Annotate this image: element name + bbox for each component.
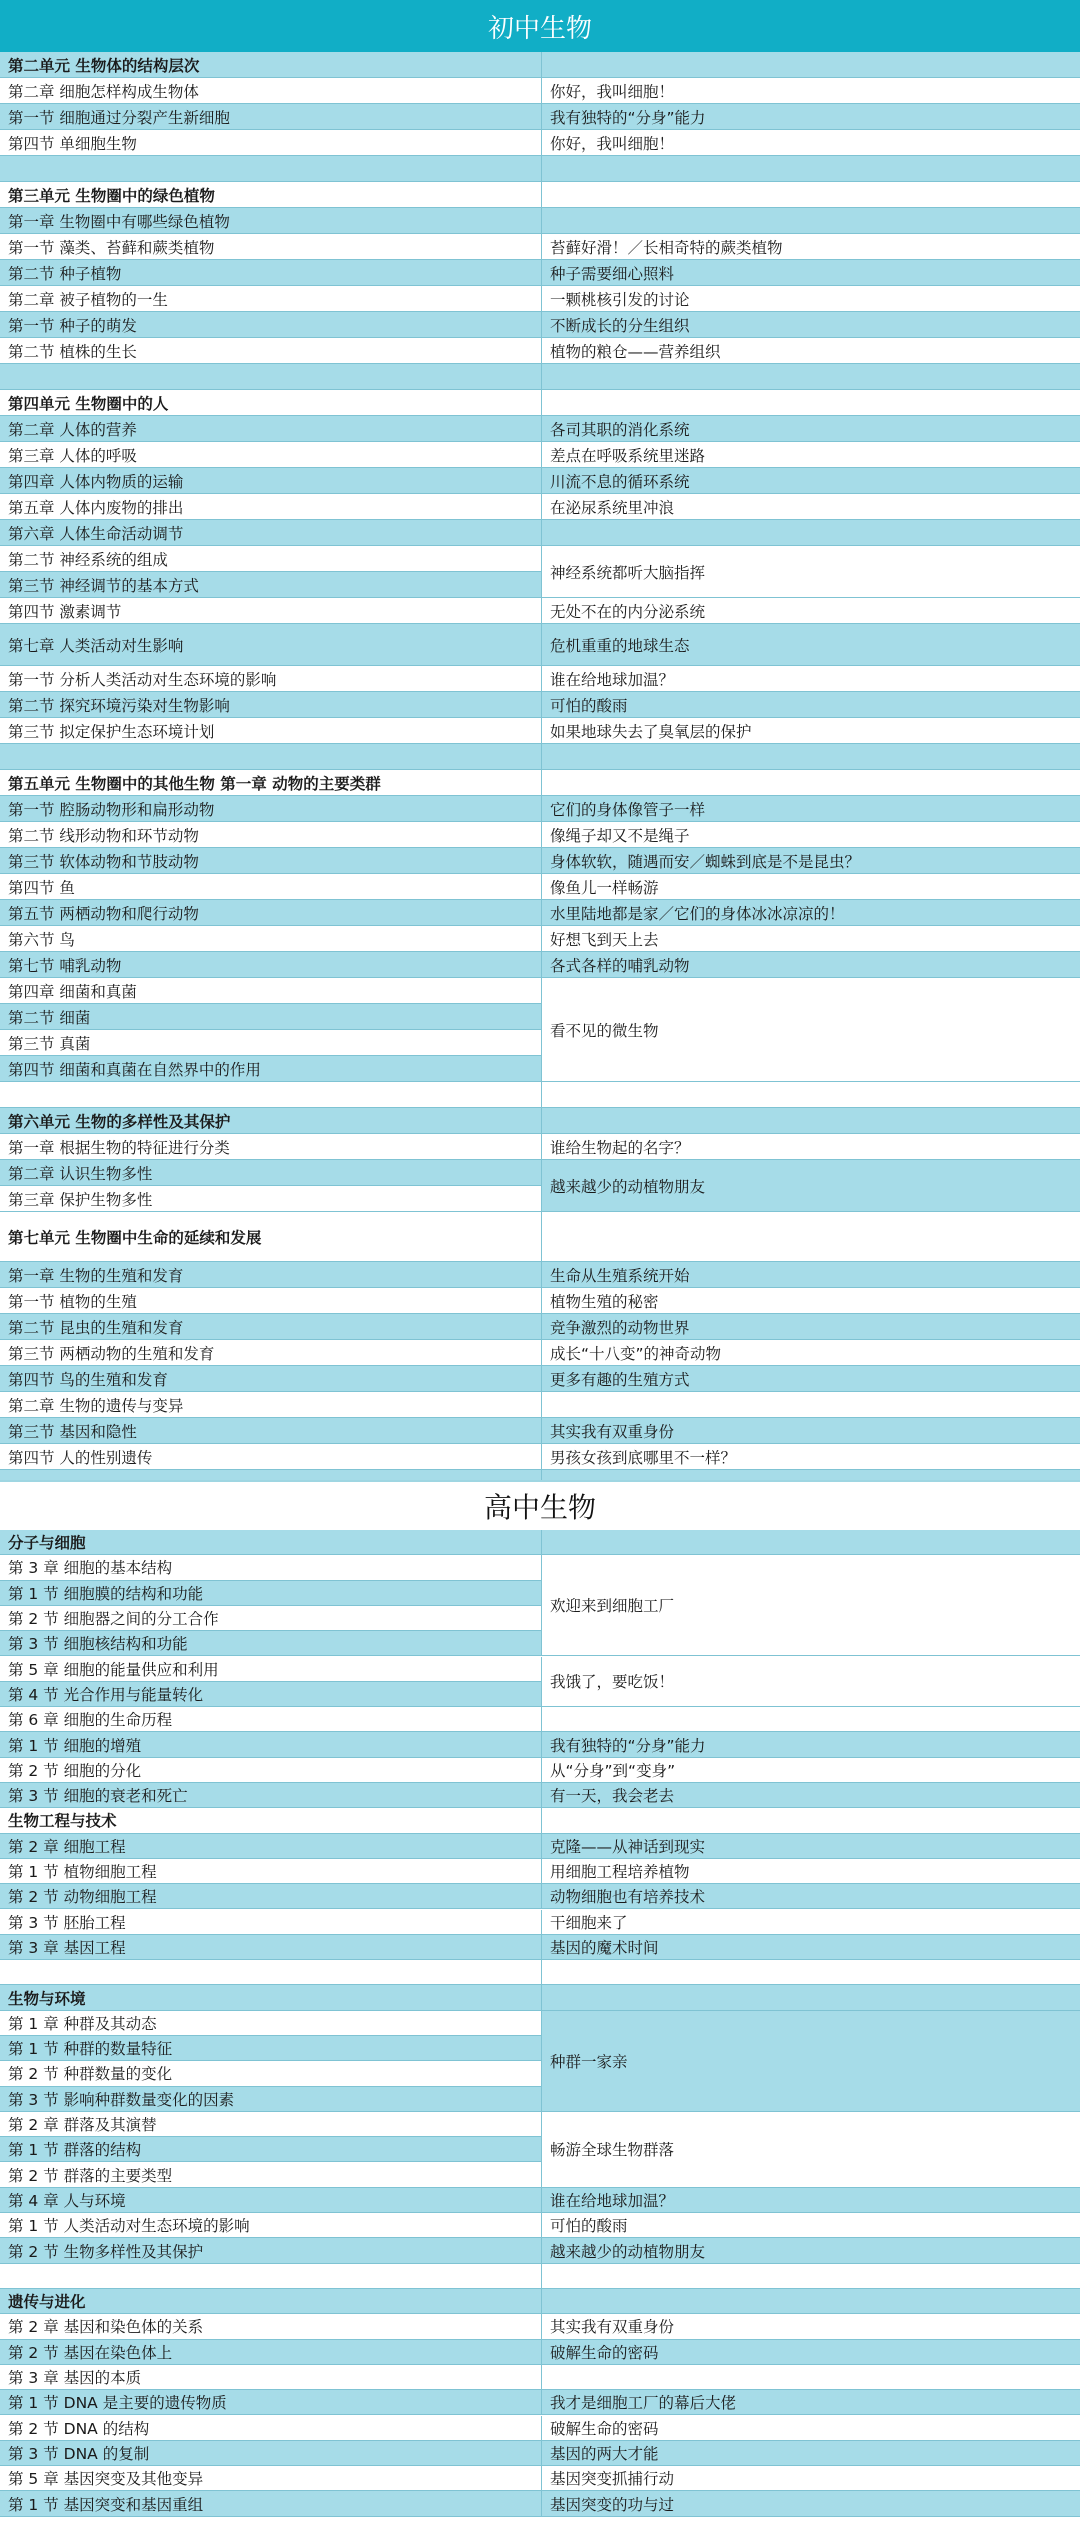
- junior-topic-cell: 竞争激烈的动物世界: [541, 1314, 1080, 1339]
- junior-chapter-cell: 第二节 神经系统的组成: [8, 550, 168, 569]
- junior-topic-cell: 川流不息的循环系统: [541, 468, 1080, 493]
- junior-biology-title: 初中生物: [0, 0, 1080, 52]
- junior-chapter-cell: 第二节 植株的生长: [8, 342, 137, 361]
- junior-table-row: [0, 468, 1080, 494]
- senior-chapter-cell: 第 1 节 细胞膜的结构和功能: [8, 1584, 204, 1603]
- senior-table-row: [0, 1808, 1080, 1833]
- junior-topic-cell: 你好，我叫细胞！: [541, 78, 1080, 103]
- senior-topic-cell: 基因的魔术时间: [541, 1935, 1080, 1959]
- junior-chapter-cell: 第二节 细菌: [8, 1008, 91, 1027]
- junior-merged-topic-cell: 越来越少的动植物朋友: [541, 1160, 1080, 1212]
- senior-merged-topic-cell: 畅游全球生物群落: [541, 2112, 1080, 2188]
- junior-topic-cell: [541, 182, 1080, 207]
- junior-topic-cell: 它们的身体像管子一样: [541, 796, 1080, 821]
- junior-topic-cell: 苔藓好滑！／长相奇特的蕨类植物: [541, 234, 1080, 259]
- junior-chapter-cell: 第四节 鱼: [8, 878, 75, 897]
- junior-table-row: [0, 692, 1080, 718]
- junior-chapter-cell: [0, 1082, 541, 1107]
- junior-topic-cell: [541, 744, 1080, 769]
- junior-topic-cell: 无处不在的内分泌系统: [541, 598, 1080, 623]
- junior-topic-cell: 如果地球失去了臭氧层的保护: [541, 718, 1080, 743]
- senior-chapter-cell: 第 1 章 种群及其动态: [8, 2014, 157, 2033]
- junior-table-row: [0, 1314, 1080, 1340]
- senior-chapter-cell: 第 5 章 基因突变及其他变异: [8, 2470, 204, 2489]
- senior-chapter-cell: 第 2 章 细胞工程: [8, 1837, 126, 1856]
- senior-topic-cell: [541, 1530, 1080, 1554]
- senior-topic-cell: 干细胞来了: [541, 1910, 1080, 1934]
- junior-table-row: [0, 744, 1080, 770]
- senior-chapter-cell: [0, 1960, 541, 1984]
- junior-table-row: [0, 1082, 1080, 1108]
- junior-topic-cell: 可怕的酸雨: [541, 692, 1080, 717]
- senior-topic-cell: [541, 1960, 1080, 1984]
- senior-table-row: [0, 1884, 1080, 1909]
- junior-chapter-cell: 第七节 哺乳动物: [8, 956, 122, 975]
- junior-chapter-cell: 第四章 细菌和真菌: [8, 982, 137, 1001]
- junior-topic-cell: 好想飞到天上去: [541, 926, 1080, 951]
- senior-biology-title: 高中生物: [0, 1480, 1080, 1530]
- senior-topic-cell: 动物细胞也有培养技术: [541, 1884, 1080, 1908]
- senior-topic-cell: 克隆——从神话到现实: [541, 1834, 1080, 1858]
- senior-topic-cell: [541, 1985, 1080, 2009]
- senior-chapter-cell: 第 2 节 生物多样性及其保护: [8, 2242, 204, 2261]
- senior-chapter-cell: 第 2 节 种群数量的变化: [8, 2065, 173, 2084]
- junior-chapter-cell: 第一节 细胞通过分裂产生新细胞: [8, 108, 230, 127]
- senior-topic-cell: 破解生命的密码: [541, 2416, 1080, 2440]
- senior-table-row: [0, 1985, 1080, 2010]
- junior-topic-cell: 一颗桃核引发的讨论: [541, 286, 1080, 311]
- junior-chapter-cell: 第三节 真菌: [8, 1034, 91, 1053]
- junior-table-row: [0, 234, 1080, 260]
- junior-chapter-cell: [0, 364, 541, 389]
- senior-merged-topic-cell: 我饿了，要吃饭！: [541, 1657, 1080, 1708]
- junior-topic-cell: 差点在呼吸系统里迷路: [541, 442, 1080, 467]
- junior-table-row: [0, 130, 1080, 156]
- junior-chapter-cell: 第三节 神经调节的基本方式: [8, 576, 199, 595]
- junior-topic-cell: [541, 390, 1080, 415]
- junior-table-row: [0, 416, 1080, 442]
- junior-table-row: [0, 494, 1080, 520]
- senior-table-row: [0, 1859, 1080, 1884]
- senior-chapter-cell: 第 3 节 细胞核结构和功能: [8, 1635, 188, 1654]
- senior-chapter-cell: 第 1 节 DNA 是主要的遗传物质: [8, 2394, 227, 2413]
- junior-table-row: [0, 598, 1080, 624]
- senior-chapter-cell: 第 3 节 胚胎工程: [8, 1913, 126, 1932]
- senior-table-row: [0, 2390, 1080, 2415]
- senior-table-row: [0, 2213, 1080, 2238]
- senior-unit-heading: 分子与细胞: [8, 1534, 86, 1553]
- senior-topic-cell: [541, 1808, 1080, 1832]
- senior-table-row: [0, 2491, 1080, 2516]
- senior-table-row: [0, 1935, 1080, 1960]
- junior-table-row: [0, 1444, 1080, 1470]
- junior-table-row: [0, 104, 1080, 130]
- senior-chapter-cell: 第 3 章 基因的本质: [8, 2369, 142, 2388]
- junior-chapter-cell: 第二章 认识生物多性: [8, 1164, 153, 1183]
- junior-table-row: [0, 390, 1080, 416]
- senior-chapter-cell: 第 1 节 基因突变和基因重组: [8, 2495, 204, 2514]
- junior-chapter-cell: 第四节 单细胞生物: [8, 134, 137, 153]
- senior-chapter-cell: 第 4 章 人与环境: [8, 2191, 126, 2210]
- junior-topic-cell: 在泌尿系统里冲浪: [541, 494, 1080, 519]
- junior-chapter-cell: 第二节 探究环境污染对生物影响: [8, 696, 230, 715]
- senior-topic-cell: [541, 2289, 1080, 2313]
- junior-topic-cell: 身体软软，随遇而安／蜘蛛到底是不是昆虫？: [541, 848, 1080, 873]
- junior-topic-cell: 生命从生殖系统开始: [541, 1262, 1080, 1287]
- senior-table-row: [0, 2289, 1080, 2314]
- junior-topic-cell: 种子需要细心照料: [541, 260, 1080, 285]
- junior-chapter-cell: 第四章 人体内物质的运输: [8, 472, 184, 491]
- senior-table-row: [0, 1834, 1080, 1859]
- junior-table-row: [0, 520, 1080, 546]
- junior-table-row: [0, 718, 1080, 744]
- senior-table-row: [0, 1910, 1080, 1935]
- junior-topic-cell: 你好，我叫细胞！: [541, 130, 1080, 155]
- junior-topic-cell: 植物生殖的秘密: [541, 1288, 1080, 1313]
- junior-chapter-cell: 第二章 人体的营养: [8, 420, 137, 439]
- junior-merged-topic-cell: 神经系统都听大脑指挥: [541, 546, 1080, 598]
- junior-table-row: [0, 822, 1080, 848]
- junior-chapter-cell: 第二章 被子植物的一生: [8, 290, 168, 309]
- senior-topic-cell: 谁在给地球加温？: [541, 2188, 1080, 2212]
- junior-table-row: [0, 1340, 1080, 1366]
- junior-topic-cell: [541, 52, 1080, 77]
- senior-unit-heading: 遗传与进化: [8, 2293, 86, 2312]
- senior-chapter-cell: 第 2 节 基因在染色体上: [8, 2343, 173, 2362]
- junior-unit-heading: 第四单元 生物圈中的人: [8, 394, 169, 413]
- junior-unit-heading: 第七单元 生物圈中生命的延续和发展: [8, 1228, 262, 1247]
- junior-chapter-cell: 第二节 种子植物: [8, 264, 122, 283]
- senior-topic-cell: [541, 1707, 1080, 1731]
- junior-topic-cell: [541, 364, 1080, 389]
- senior-chapter-cell: [0, 2264, 541, 2288]
- junior-topic-cell: 我有独特的“分身”能力: [541, 104, 1080, 129]
- junior-chapter-cell: 第七章 人类活动对生影响: [8, 636, 184, 655]
- senior-chapter-cell: 第 2 节 DNA 的结构: [8, 2419, 150, 2438]
- senior-chapter-cell: 第 1 节 种群的数量特征: [8, 2040, 173, 2059]
- junior-chapter-cell: 第三节 基因和隐性: [8, 1422, 137, 1441]
- junior-topic-cell: 各司其职的消化系统: [541, 416, 1080, 441]
- junior-topic-cell: 不断成长的分生组织: [541, 312, 1080, 337]
- junior-chapter-cell: 第二章 生物的遗传与变异: [8, 1396, 184, 1415]
- junior-table-row: [0, 1366, 1080, 1392]
- senior-chapter-cell: 第 3 章 细胞的基本结构: [8, 1559, 173, 1578]
- junior-topic-cell: 危机重重的地球生态: [541, 624, 1080, 665]
- junior-chapter-cell: 第一章 根据生物的特征进行分类: [8, 1138, 230, 1157]
- senior-topic-cell: 我才是细胞工厂的幕后大佬: [541, 2390, 1080, 2414]
- junior-table-row: [0, 182, 1080, 208]
- junior-merged-topic-cell: 看不见的微生物: [541, 978, 1080, 1082]
- junior-topic-cell: 更多有趣的生殖方式: [541, 1366, 1080, 1391]
- senior-table-row: [0, 2238, 1080, 2263]
- junior-topic-cell: 男孩女孩到底哪里不一样？: [541, 1444, 1080, 1469]
- senior-chapter-cell: 第 3 节 DNA 的复制: [8, 2444, 150, 2463]
- junior-chapter-cell: 第二节 线形动物和环节动物: [8, 826, 199, 845]
- junior-chapter-cell: 第一节 腔肠动物形和扁形动物: [8, 800, 215, 819]
- junior-table-row: [0, 1288, 1080, 1314]
- junior-table-row: [0, 796, 1080, 822]
- junior-table-row: [0, 1418, 1080, 1444]
- junior-table-row: [0, 624, 1080, 666]
- junior-chapter-cell: [0, 744, 541, 769]
- senior-chapter-cell: 第 2 节 动物细胞工程: [8, 1888, 157, 1907]
- senior-chapter-cell: 第 2 章 群落及其演替: [8, 2116, 157, 2135]
- junior-table-row: [0, 770, 1080, 796]
- junior-table-row: [0, 1262, 1080, 1288]
- senior-chapter-cell: 第 2 节 细胞器之间的分工合作: [8, 1610, 219, 1629]
- junior-chapter-cell: 第一节 藻类、苔藓和蕨类植物: [8, 238, 215, 257]
- senior-chapter-cell: 第 1 节 植物细胞工程: [8, 1863, 157, 1882]
- junior-chapter-cell: 第三节 拟定保护生态环境计划: [8, 722, 215, 741]
- junior-table-row: [0, 848, 1080, 874]
- junior-table-row: [0, 338, 1080, 364]
- junior-table-row: [0, 52, 1080, 78]
- junior-topic-cell: 水里陆地都是家／它们的身体冰冰凉凉的！: [541, 900, 1080, 925]
- junior-topic-cell: 其实我有双重身份: [541, 1418, 1080, 1443]
- junior-chapter-cell: 第三节 软体动物和节肢动物: [8, 852, 199, 871]
- senior-topic-cell: 其实我有双重身份: [541, 2314, 1080, 2338]
- senior-table-row: [0, 2365, 1080, 2390]
- senior-topic-cell: 基因突变的功与过: [541, 2491, 1080, 2515]
- junior-chapter-cell: 第四节 细菌和真菌在自然界中的作用: [8, 1060, 261, 1079]
- junior-topic-cell: 像鱼儿一样畅游: [541, 874, 1080, 899]
- junior-chapter-cell: 第三节 两栖动物的生殖和发育: [8, 1344, 215, 1363]
- senior-table-row: [0, 1530, 1080, 1555]
- junior-table-row: [0, 952, 1080, 978]
- junior-topic-cell: [541, 1082, 1080, 1107]
- junior-unit-heading: 第六单元 生物的多样性及其保护: [8, 1112, 231, 1131]
- junior-chapter-cell: 第五节 两栖动物和爬行动物: [8, 904, 199, 923]
- junior-chapter-cell: 第四节 激素调节: [8, 602, 122, 621]
- junior-table-row: [0, 286, 1080, 312]
- senior-chapter-cell: 第 6 章 细胞的生命历程: [8, 1711, 173, 1730]
- junior-table-row: [0, 666, 1080, 692]
- senior-chapter-cell: 第 5 章 细胞的能量供应和利用: [8, 1660, 219, 1679]
- junior-topic-cell: 各式各样的哺乳动物: [541, 952, 1080, 977]
- senior-chapter-cell: 第 1 节 群落的结构: [8, 2141, 142, 2160]
- junior-chapter-cell: 第一章 生物的生殖和发育: [8, 1266, 184, 1285]
- junior-chapter-cell: 第三章 保护生物多性: [8, 1190, 153, 1209]
- junior-chapter-cell: 第一节 植物的生殖: [8, 1292, 137, 1311]
- junior-table-row: [0, 1212, 1080, 1262]
- senior-topic-cell: [541, 2365, 1080, 2389]
- junior-topic-cell: [541, 208, 1080, 233]
- junior-chapter-cell: 第六章 人体生命活动调节: [8, 524, 184, 543]
- senior-topic-cell: 基因突变抓捕行动: [541, 2466, 1080, 2490]
- junior-table-row: [0, 900, 1080, 926]
- senior-table-row: [0, 1960, 1080, 1985]
- junior-topic-cell: 植物的粮仓——营养组织: [541, 338, 1080, 363]
- senior-table-row: [0, 1758, 1080, 1783]
- junior-table-row: [0, 1134, 1080, 1160]
- junior-table-row: [0, 78, 1080, 104]
- senior-topic-cell: 我有独特的“分身”能力: [541, 1732, 1080, 1756]
- junior-table-row: [0, 260, 1080, 286]
- junior-topic-cell: [541, 520, 1080, 545]
- junior-topic-cell: 像绳子却又不是绳子: [541, 822, 1080, 847]
- junior-topic-cell: [541, 1212, 1080, 1261]
- junior-chapter-cell: 第六节 鸟: [8, 930, 75, 949]
- junior-table-row: [0, 156, 1080, 182]
- junior-topic-cell: 成长“十八变”的神奇动物: [541, 1340, 1080, 1365]
- senior-topic-cell: 用细胞工程培养植物: [541, 1859, 1080, 1883]
- junior-chapter-cell: 第一节 分析人类活动对生态环境的影响: [8, 670, 277, 689]
- senior-table-row: [0, 2188, 1080, 2213]
- junior-chapter-cell: [0, 156, 541, 181]
- junior-table-row: [0, 208, 1080, 234]
- senior-topic-cell: 越来越少的动植物朋友: [541, 2238, 1080, 2262]
- senior-merged-topic-cell: 欢迎来到细胞工厂: [541, 1555, 1080, 1656]
- senior-chapter-cell: 第 3 节 细胞的衰老和死亡: [8, 1787, 188, 1806]
- senior-merged-topic-cell: 种群一家亲: [541, 2011, 1080, 2112]
- junior-table-row: [0, 1108, 1080, 1134]
- senior-chapter-cell: 第 1 节 人类活动对生态环境的影响: [8, 2217, 250, 2236]
- senior-table-row: [0, 1707, 1080, 1732]
- senior-chapter-cell: 第 3 节 影响种群数量变化的因素: [8, 2090, 235, 2109]
- junior-chapter-cell: 第一章 生物圈中有哪些绿色植物: [8, 212, 230, 231]
- senior-chapter-cell: 第 4 节 光合作用与能量转化: [8, 1685, 204, 1704]
- senior-unit-heading: 生物与环境: [8, 1989, 86, 2008]
- senior-table-row: [0, 2264, 1080, 2289]
- senior-topic-cell: 有一天，我会老去: [541, 1783, 1080, 1807]
- senior-topic-cell: [541, 2264, 1080, 2288]
- junior-table-row: [0, 926, 1080, 952]
- junior-table-row: [0, 364, 1080, 390]
- senior-topic-cell: 可怕的酸雨: [541, 2213, 1080, 2237]
- junior-table-row: [0, 442, 1080, 468]
- junior-topic-cell: 谁在给地球加温？: [541, 666, 1080, 691]
- junior-chapter-cell: 第二章 细胞怎样构成生物体: [8, 82, 199, 101]
- senior-table-row: [0, 2441, 1080, 2466]
- senior-table-row: [0, 1732, 1080, 1757]
- senior-table-row: [0, 2416, 1080, 2441]
- junior-chapter-cell: 第二节 昆虫的生殖和发育: [8, 1318, 184, 1337]
- junior-chapter-cell: 第一节 种子的萌发: [8, 316, 137, 335]
- junior-table-row: [0, 874, 1080, 900]
- senior-table-row: [0, 2340, 1080, 2365]
- junior-unit-heading: 第二单元 生物体的结构层次: [8, 56, 200, 75]
- junior-topic-cell: 谁给生物起的名字？: [541, 1134, 1080, 1159]
- junior-topic-cell: [541, 1108, 1080, 1133]
- junior-topic-cell: [541, 770, 1080, 795]
- junior-table-row: [0, 1392, 1080, 1418]
- junior-topic-cell: [541, 1392, 1080, 1417]
- senior-chapter-cell: 第 3 章 基因工程: [8, 1938, 126, 1957]
- senior-topic-cell: 破解生命的密码: [541, 2340, 1080, 2364]
- senior-chapter-cell: 第 1 节 细胞的增殖: [8, 1736, 142, 1755]
- senior-chapter-cell: 第 2 章 基因和染色体的关系: [8, 2318, 204, 2337]
- senior-chapter-cell: 第 2 节 细胞的分化: [8, 1761, 142, 1780]
- senior-table-row: [0, 2466, 1080, 2491]
- junior-unit-heading: 第三单元 生物圈中的绿色植物: [8, 186, 215, 205]
- junior-topic-cell: [541, 156, 1080, 181]
- senior-topic-cell: 从“分身”到“变身”: [541, 1758, 1080, 1782]
- senior-chapter-cell: 第 2 节 群落的主要类型: [8, 2166, 173, 2185]
- senior-table-row: [0, 2314, 1080, 2339]
- senior-unit-heading: 生物工程与技术: [8, 1812, 117, 1831]
- junior-chapter-cell: 第五章 人体内废物的排出: [8, 498, 184, 517]
- senior-table-row: [0, 1783, 1080, 1808]
- senior-topic-cell: 基因的两大才能: [541, 2441, 1080, 2465]
- junior-unit-heading: 第五单元 生物圈中的其他生物 第一章 动物的主要类群: [8, 774, 381, 793]
- junior-chapter-cell: 第四节 人的性别遗传: [8, 1448, 153, 1467]
- junior-chapter-cell: 第三章 人体的呼吸: [8, 446, 137, 465]
- junior-table-row: [0, 312, 1080, 338]
- junior-chapter-cell: 第四节 鸟的生殖和发育: [8, 1370, 168, 1389]
